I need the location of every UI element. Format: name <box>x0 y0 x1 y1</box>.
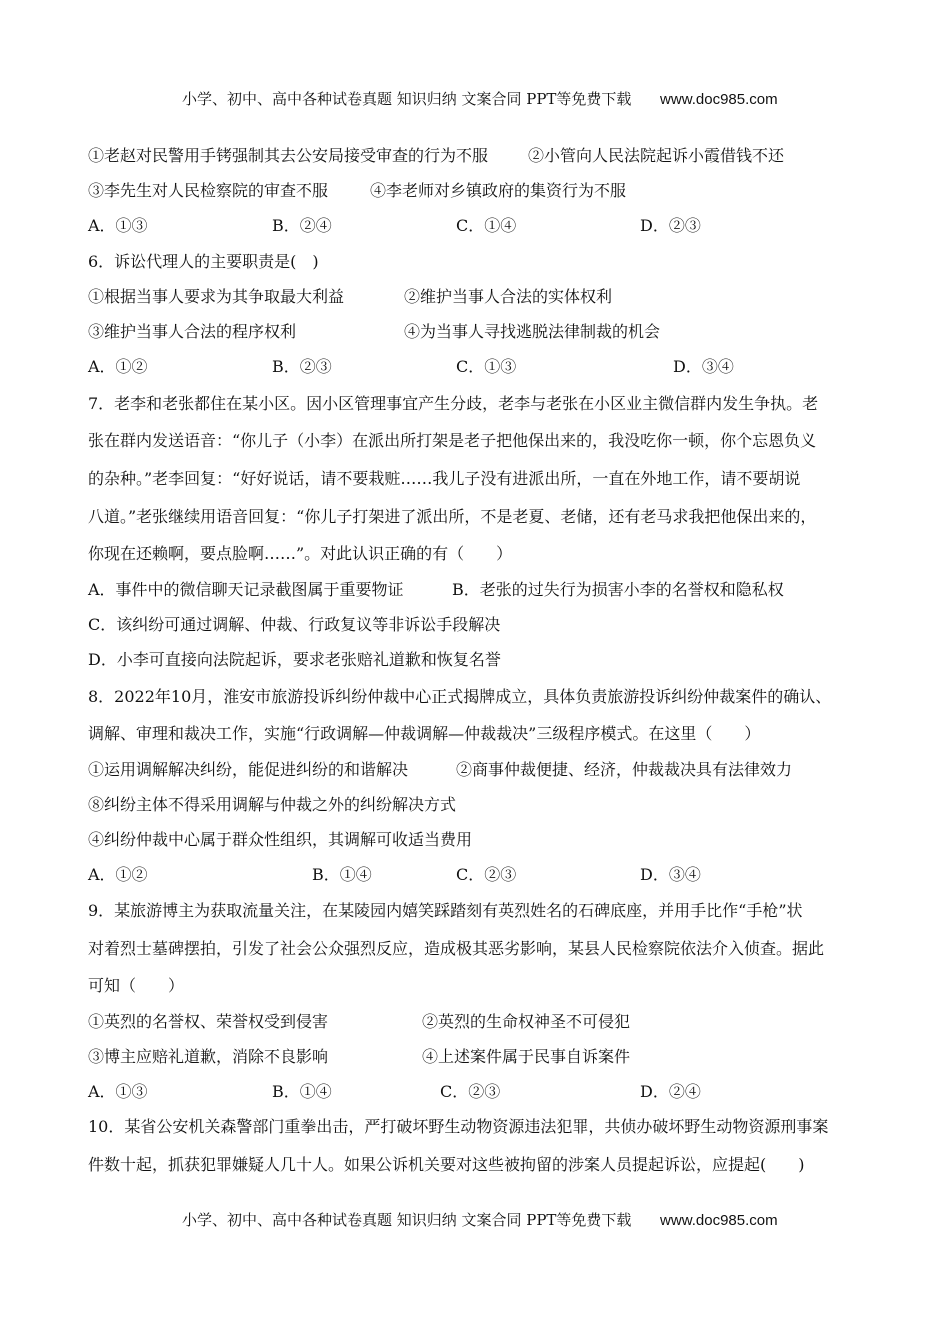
q6-option-a[interactable]: A．①② <box>88 357 148 376</box>
footer-text: 小学、初中、高中各种试卷真题 知识归纳 文案合同 PPT等免费下载 <box>181 1211 632 1229</box>
q7-option-a[interactable]: A．事件中的微信聊天记录截图属于重要物证 <box>88 580 404 599</box>
q5-item-3: ③李先生对人民检察院的审查不服 <box>88 181 329 200</box>
q8-stem-line-1: 8．2022年10月，淮安市旅游投诉纠纷仲裁中心正式揭牌成立，具体负责旅游投诉纠纷仲裁案件的确认、 <box>88 687 832 706</box>
header-text: 小学、初中、高中各种试卷真题 知识归纳 文案合同 PPT等免费下载 <box>181 90 632 108</box>
q6-option-d[interactable]: D．③④ <box>673 357 734 376</box>
q6-option-c[interactable]: C．①③ <box>456 357 517 376</box>
q9-stem-line-3: 可知（ ） <box>88 976 185 995</box>
q10-stem-line-2: 件数十起，抓获犯罪嫌疑人几十人。如果公诉机关要对这些被拘留的涉案人员提起诉讼，应提起( ) <box>88 1155 805 1174</box>
q9-option-a[interactable]: A．①③ <box>88 1082 148 1101</box>
q9-item-4: ④上述案件属于民事自诉案件 <box>422 1047 631 1066</box>
q5-option-c[interactable]: C．①④ <box>456 216 517 235</box>
q7-stem-line-2: 张在群内发送语音：“你儿子（小李）在派出所打架是老子把他保出来的，我没吃你一顿，你个忘恩负义 <box>88 431 817 450</box>
footer-site: www.doc985.com <box>660 1212 778 1229</box>
q9-stem-line-1: 9．某旅游博主为获取流量关注，在某陵园内嬉笑踩踏刻有英烈姓名的石碑底座，并用手比作“手枪”状 <box>88 901 803 920</box>
page-header <box>0 70 950 109</box>
q8-option-b[interactable]: B．①④ <box>312 865 372 884</box>
q6-item-4: ④为当事人寻找逃脱法律制裁的机会 <box>404 322 661 341</box>
q9-stem-line-2: 对着烈士墓碑摆拍，引发了社会公众强烈反应，造成极其恶劣影响，某县人民检察院依法介入侦查。据此 <box>88 939 825 958</box>
q5-item-2: ②小管向人民法院起诉小霞借钱不还 <box>528 146 785 165</box>
q5-option-b[interactable]: B．②④ <box>272 216 332 235</box>
q8-option-c[interactable]: C．②③ <box>456 865 517 884</box>
q8-item-4: ④纠纷仲裁中心属于群众性组织，其调解可收适当费用 <box>88 830 473 849</box>
q7-stem-line-3: 的杂种。”老李回复：“好好说话，请不要栽赃……我儿子没有进派出所，一直在外地工作，请不要胡说 <box>88 469 801 488</box>
page-footer <box>0 1191 950 1230</box>
q9-option-d[interactable]: D．②④ <box>640 1082 701 1101</box>
q8-item-2: ②商事仲裁便捷、经济，仲裁裁决具有法律效力 <box>456 760 793 779</box>
q6-item-1: ①根据当事人要求为其争取最大利益 <box>88 287 345 306</box>
q7-stem-line-5: 你现在还赖啊，要点脸啊……”。对此认识正确的有（ ） <box>88 544 513 563</box>
q9-option-b[interactable]: B．①④ <box>272 1082 332 1101</box>
q8-stem-line-2: 调解、审理和裁决工作，实施“行政调解—仲裁调解—仲裁裁决”三级程序模式。在这里（ ） <box>88 724 761 743</box>
q7-option-d[interactable]: D．小李可直接向法院起诉，要求老张赔礼道歉和恢复名誉 <box>88 650 501 669</box>
q9-option-c[interactable]: C．②③ <box>440 1082 501 1101</box>
q8-item-3: ⑧纠纷主体不得采用调解与仲裁之外的纠纷解决方式 <box>88 795 457 814</box>
q8-option-a[interactable]: A．①② <box>88 865 148 884</box>
q8-option-d[interactable]: D．③④ <box>640 865 701 884</box>
q6-option-b[interactable]: B．②③ <box>272 357 332 376</box>
q7-option-b[interactable]: B．老张的过失行为损害小李的名誉权和隐私权 <box>452 580 784 599</box>
q7-stem-line-1: 7．老李和老张都住在某小区。因小区管理事宜产生分歧，老李与老张在小区业主微信群内发生争执。老 <box>88 394 819 413</box>
q10-stem-line-1: 10．某省公安机关森警部门重拳出击，严打破坏野生动物资源违法犯罪，共侦办破坏野生动物资源刑事案 <box>88 1117 829 1136</box>
q8-item-1: ①运用调解解决纠纷，能促进纠纷的和谐解决 <box>88 760 409 779</box>
q9-item-1: ①英烈的名誉权、荣誉权受到侵害 <box>88 1012 329 1031</box>
q9-item-3: ③博主应赔礼道歉，消除不良影响 <box>88 1047 329 1066</box>
q5-option-d[interactable]: D．②③ <box>640 216 701 235</box>
q7-stem-line-4: 八道。”老张继续用语音回复：“你儿子打架进了派出所，不是老夏、老储，还有老马求我把他保出来的， <box>88 507 817 526</box>
q9-item-2: ②英烈的生命权神圣不可侵犯 <box>422 1012 631 1031</box>
q6-item-2: ②维护当事人合法的实体权利 <box>404 287 613 306</box>
q5-option-a[interactable]: A．①③ <box>88 216 148 235</box>
q5-item-1: ①老赵对民警用手铐强制其去公安局接受审查的行为不服 <box>88 146 489 165</box>
q5-item-4: ④李老师对乡镇政府的集资行为不服 <box>370 181 627 200</box>
q6-item-3: ③维护当事人合法的程序权利 <box>88 322 297 341</box>
q6-stem: 6．诉讼代理人的主要职责是( ) <box>88 252 319 271</box>
q7-option-c[interactable]: C．该纠纷可通过调解、仲裁、行政复议等非诉讼手段解决 <box>88 615 501 634</box>
header-site: www.doc985.com <box>660 91 778 108</box>
